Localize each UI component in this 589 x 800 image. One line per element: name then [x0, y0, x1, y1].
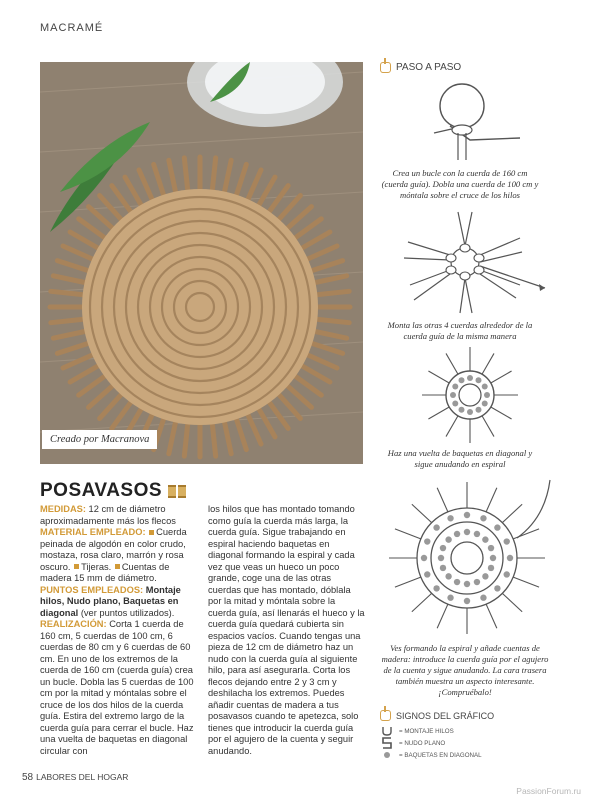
bullet-icon	[115, 564, 120, 569]
steps-heading-label: PASO A PASO	[396, 62, 462, 73]
realizacion-label: REALIZACIÓN:	[40, 619, 107, 629]
step-4-caption: Ves formando la espiral y añade cuentas de madera: introduce la cuerda guía por el agujero de la cuenta y sigue anudando. La cara trasera también muestra un aspecto interesante. ¡Compruébalo!	[381, 643, 549, 697]
photo-credit: Creado por Macranova	[42, 430, 157, 449]
step-4-diagram	[385, 478, 560, 638]
material-text-1: Cuerda peinada de algodón en color crudo, mostaza, rosa claro, marrón y rosa oscuro.	[40, 527, 187, 572]
square-knot-symbol-icon	[381, 737, 393, 749]
coaster-photo	[40, 62, 363, 464]
legend-item-label: = MONTAJE HILOS	[399, 727, 454, 735]
material-text-2: Tijeras.	[81, 561, 112, 572]
article-column-2	[208, 504, 366, 757]
watermark: PassionForum.ru	[516, 786, 581, 796]
material-label: MATERIAL EMPLEADO:	[40, 527, 146, 537]
step-1-caption: Crea un bucle con la cuerda de 160 cm (cuerda guía). Dobla una cuerda de 100 cm y móntala sobre el cruce de los hilos	[381, 168, 539, 200]
dot-symbol-icon	[383, 751, 391, 759]
step-2-diagram	[400, 210, 550, 315]
section-label: MACRAMÉ	[40, 22, 104, 34]
page-number: 58	[22, 772, 34, 783]
material-text-3: Cuentas de madera 15 mm de diámetro.	[40, 561, 170, 583]
coaster-illustration	[40, 62, 363, 464]
legend-item-baquetas	[380, 749, 494, 761]
medidas-label: MEDIDAS:	[40, 504, 86, 514]
puntos-label: PUNTOS EMPLEADOS:	[40, 584, 144, 595]
magazine-name: LABORES DEL HOGAR	[36, 772, 129, 782]
bullet-icon	[74, 564, 79, 569]
legend-item-nudo-plano	[380, 737, 494, 749]
bullet-icon	[149, 530, 154, 535]
scissors-icon	[380, 710, 391, 721]
step-2-caption: Monta las otras 4 cuerdas alrededor de la cuerda guía de la misma manera	[387, 320, 533, 341]
legend-item-label: = NUDO PLANO	[399, 739, 446, 747]
legend	[380, 710, 494, 761]
step-1-diagram	[420, 78, 530, 163]
thread-spool-icon	[168, 485, 186, 498]
article-title	[40, 480, 186, 502]
puntos-paragraph	[40, 585, 198, 620]
legend-title	[380, 710, 494, 721]
legend-item-label: = BAQUETAS EN DIAGONAL	[399, 751, 482, 759]
puntos-text: (ver puntos utilizados).	[78, 607, 175, 618]
realizacion-text-2: los hilos que has montado tomando como guía la cuerda más larga, la cuerda guía. Sigue trabajando en espiral haciendo baquetas en diagonal formando la espiral y cada vez que veas un hueco un poco grande, coge una de las otras cuerdas que has montado, dóblala por la mitad y móntala sobre la cuerda guía, así llenarás el hueco y la cuerda guía quedará cubierta sin espacios vacíos. Cuando tengas una pieza de 12 cm de diámetro haz un nudo con la cuerda guía al siguiente hilo, para así asegurarla. Corta los flecos dejando entre 2 y 3 cm y deshilacha los extremos. Puedes añadir cuentas de madera a tus posavasos cuando te apetezca, solo tienes que introducir la cuerda guía por el agujero de la cuenta y seguir anudando.	[208, 504, 365, 756]
step-3-diagram	[405, 345, 535, 445]
article-column-1	[40, 504, 198, 757]
legend-item-montaje	[380, 725, 494, 737]
medidas-paragraph	[40, 504, 198, 527]
steps-heading	[380, 62, 461, 73]
realizacion-text-1: Corta 1 cuerda de 160 cm, 5 cuerdas de 100 cm, 6 cuerdas de 80 cm y 6 cuerdas de 60 cm. En uno de los extremos de la cuerda de 160 cm (cuerda guía) crea un bucle. Dobla las 5 cuerdas de 100 cm por la mitad y móntalas sobre el cruce de los dos hilos de la cuerda guía. Estira del extremo largo de la cuerda guía para cerrar el bucle. Haz una vuelta de baquetas en diagonal circular con	[40, 619, 194, 756]
legend-title-text: SIGNOS DEL GRÁFICO	[396, 710, 495, 721]
article-title-text: POSAVASOS	[40, 480, 163, 501]
mounting-symbol-icon	[381, 726, 393, 736]
puntos-bold: Montaje hilos, Nudo plano, Baquetas en diagonal	[40, 584, 181, 618]
material-paragraph	[40, 527, 198, 585]
page-footer	[22, 772, 128, 783]
scissors-icon	[380, 62, 391, 73]
medidas-text: 12 cm de diámetro aproximadamente más los flecos	[40, 504, 176, 526]
realizacion-paragraph	[40, 619, 198, 757]
step-3-caption: Haz una vuelta de baquetas en diagonal y sigue anudando en espiral	[387, 448, 533, 469]
